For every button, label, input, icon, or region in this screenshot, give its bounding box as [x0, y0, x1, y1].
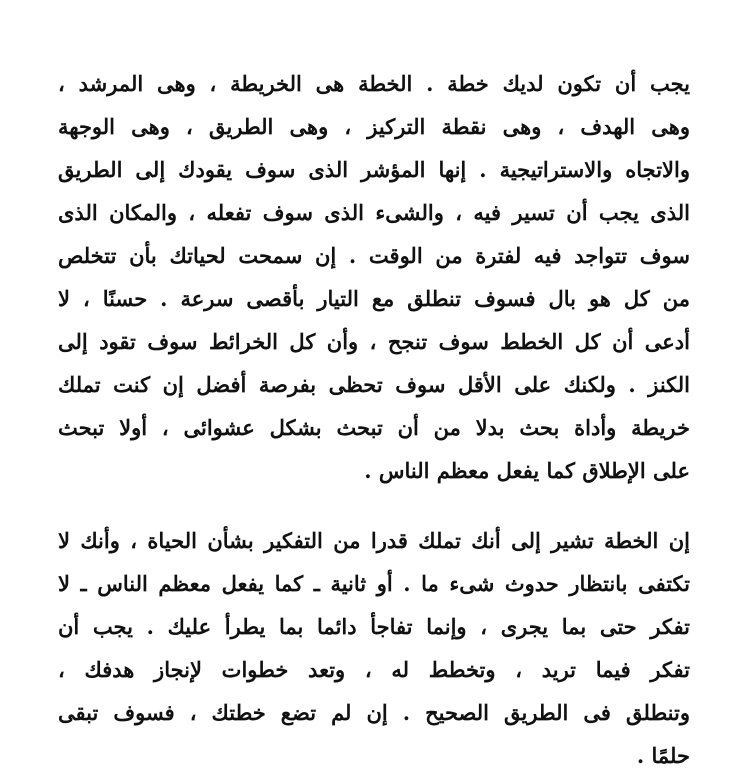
text-line: على الإطلاق كما يفعل معظم الناس .: [364, 458, 690, 483]
text-line: والاتجاه والاستراتيجية . إنها المؤشر الذى سوف يقودك إلى الطريق: [58, 157, 690, 182]
text-line: من كل هو بال فسوف تنطلق مع التيار بأقصى سرعة . حسنًا ، لا: [58, 286, 690, 311]
text-line: حلمًا .: [636, 743, 690, 768]
text-line: خريطة وأداة بحث بدلا من أن تبحث بشكل عشوائى ، أولا تبحث: [58, 415, 690, 440]
text-line: وتنطلق فى الطريق الصحيح . إن لم تضع خطتك ، فسوف تبقى: [58, 700, 690, 725]
text-line: أدعى أن كل الخطط سوف تنجح ، وأن كل الخرائط سوف تقود إلى: [58, 329, 690, 354]
paragraph-2: [58, 519, 690, 777]
text-line: سوف تتواجد فيه لفترة من الوقت . إن سمحت لحياتك بأن تتخلص: [58, 243, 690, 268]
text-line: وهى الهدف ، وهى نقطة التركيز ، وهى الطريق ، وهى الوجهة: [58, 114, 690, 139]
text-line: تكتفى بانتظار حدوث شىء ما . أو ثانية ـ كما يفعل معظم الناس ـ لا: [58, 571, 690, 596]
text-line: يجب أن تكون لديك خطة . الخطة هى الخريطة ، وهى المرشد ،: [58, 71, 690, 96]
text-line: إن الخطة تشير إلى أنك تملك قدرا من التفكير بشأن الحياة ، وأنك لا: [58, 528, 690, 553]
text-line: تفكر حتى بما يجرى ، وإنما تفاجأ دائما بما يطرأ عليك . يجب أن: [58, 614, 690, 639]
text-line: تفكر فيما تريد ، وتخطط له ، وتعد خطوات لإنجاز هدفك ،: [58, 657, 690, 682]
text-line: الكنز . ولكنك على الأقل سوف تحظى بفرصة أفضل إن كنت تملك: [58, 372, 690, 397]
paragraph-1: [58, 62, 690, 492]
text-line: الذى يجب أن تسير فيه ، والشىء الذى سوف تفعله ، والمكان الذى: [58, 200, 690, 225]
document-page: [58, 62, 690, 777]
